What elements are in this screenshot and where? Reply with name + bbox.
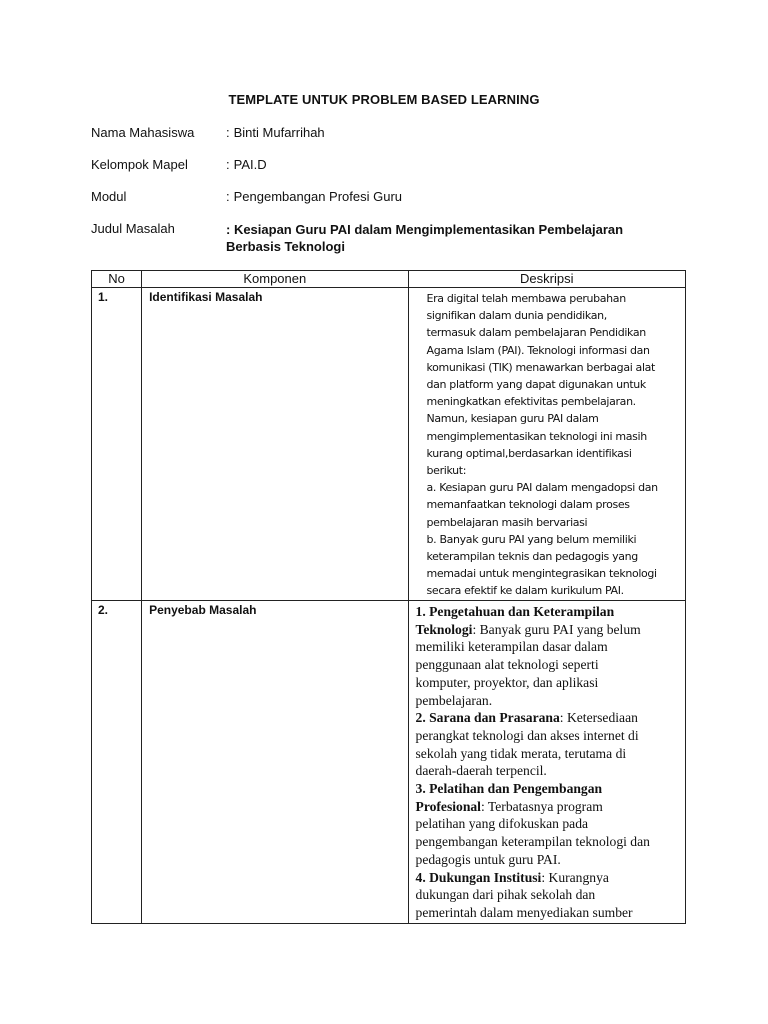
desc-text: : Kurangnya	[541, 869, 609, 885]
row-number: 2.	[92, 601, 142, 924]
desc-line	[416, 638, 681, 656]
desc-line	[416, 869, 681, 887]
desc-bold: 2. Sarana dan Prasarana	[415, 710, 560, 726]
desc-line: mengimplementasikan teknologi ini masih	[426, 429, 647, 443]
desc-line: Era digital telah membawa perubahan	[426, 292, 626, 305]
desc-text: : Ketersediaan	[559, 710, 638, 726]
desc-line: b. Banyak guru PAI yang belum memiliki	[426, 532, 637, 546]
desc-line	[416, 851, 681, 869]
table-header-row	[92, 271, 686, 288]
desc-line	[416, 886, 681, 904]
desc-line: berikut:	[426, 464, 467, 478]
desc-text: pembelajaran.	[415, 692, 493, 708]
document-title: TEMPLATE UNTUK PROBLEM BASED LEARNING	[228, 92, 540, 107]
judul-line-2: Berbasis Teknologi	[226, 239, 345, 254]
desc-line: keterampilan teknis dan pedagogis yang	[426, 550, 638, 564]
meta-label-modul: Modul	[91, 189, 127, 204]
header-deskripsi: Deskripsi	[408, 271, 685, 288]
judul-line-1: : Kesiapan Guru PAI dalam Mengimplementasikan Pembelajaran	[226, 222, 624, 237]
meta-colon: :	[226, 125, 230, 140]
desc-text: penggunaan alat teknologi seperti	[415, 657, 599, 673]
desc-line: meningkatkan efektivitas pembelajaran.	[426, 395, 636, 409]
meta-value-modul	[226, 189, 402, 204]
desc-text: pemerintah dalam menyediakan sumber	[415, 904, 633, 920]
desc-text: dukungan dari pihak sekolah dan	[415, 887, 596, 903]
desc-line: signifikan dalam dunia pendidikan,	[426, 309, 607, 323]
meta-label-kelompok: Kelompok Mapel	[91, 157, 188, 172]
desc-line: komunikasi (TIK) menawarkan berbagai alat	[426, 360, 656, 374]
desc-text: : Terbatasnya program	[480, 798, 603, 814]
desc-line	[416, 904, 681, 922]
desc-bold: Profesional	[415, 798, 481, 814]
meta-value-judul	[226, 221, 666, 255]
desc-bold: 3. Pelatihan dan Pengembangan	[415, 781, 603, 797]
row-number: 1.	[92, 288, 142, 601]
meta-value-text: PAI.D	[233, 157, 267, 172]
row-komponen: Identifikasi Masalah	[142, 288, 408, 601]
meta-colon: :	[226, 157, 230, 172]
desc-line	[416, 833, 681, 851]
desc-line	[416, 780, 681, 798]
row-komponen: Penyebab Masalah	[142, 601, 408, 924]
desc-line	[416, 745, 681, 763]
row-deskripsi	[408, 601, 685, 924]
desc-line	[416, 674, 681, 692]
desc-text: komputer, proyektor, dan aplikasi	[415, 674, 599, 690]
desc-bold: 4. Dukungan Institusi	[415, 869, 542, 885]
desc-text: memiliki keterampilan dasar dalam	[415, 639, 608, 655]
desc-line: memadai untuk mengintegrasikan teknologi	[426, 567, 657, 581]
meta-value-kelompok	[226, 157, 267, 172]
desc-line: termasuk dalam pembelajaran Pendidikan	[426, 326, 646, 340]
header-no: No	[92, 271, 142, 288]
desc-line: pembelajaran masih bervariasi	[426, 515, 588, 529]
meta-value-nama	[226, 125, 325, 140]
desc-line	[416, 815, 681, 833]
desc-text: pedagogis untuk guru PAI.	[415, 851, 561, 867]
meta-value-text: Pengembangan Profesi Guru	[233, 189, 403, 204]
desc-line: memanfaatkan teknologi dalam proses	[426, 498, 630, 512]
row-deskripsi	[408, 288, 685, 601]
desc-line	[416, 798, 681, 816]
pbl-table	[91, 270, 686, 924]
desc-line	[416, 727, 681, 745]
desc-line: dan platform yang dapat digunakan untuk	[426, 378, 646, 392]
desc-line	[416, 762, 681, 780]
desc-line	[416, 603, 681, 621]
desc-line: secara efektif ke dalam kurikulum PAI.	[426, 584, 624, 598]
desc-line: kurang optimal,berdasarkan identifikasi	[426, 446, 632, 460]
header-komponen: Komponen	[142, 271, 408, 288]
table-row	[92, 288, 686, 601]
desc-line: a. Kesiapan guru PAI dalam mengadopsi dan	[426, 481, 658, 495]
desc-line	[416, 692, 681, 710]
desc-text: pengembangan keterampilan teknologi dan	[415, 834, 650, 850]
desc-line	[416, 621, 681, 639]
desc-line: Agama Islam (PAI). Teknologi informasi dan	[426, 343, 650, 357]
meta-colon: :	[226, 189, 230, 204]
desc-line	[416, 709, 681, 727]
meta-value-text: Binti Mufarrihah	[233, 125, 325, 140]
desc-text: pelatihan yang difokuskan pada	[415, 816, 589, 832]
desc-text: daerah-daerah terpencil.	[415, 763, 547, 779]
desc-line: Namun, kesiapan guru PAI dalam	[426, 412, 599, 426]
meta-label-nama: Nama Mahasiswa	[91, 125, 195, 140]
desc-line	[416, 656, 681, 674]
desc-bold: Teknologi	[415, 621, 473, 637]
desc-text: : Banyak guru PAI yang belum	[472, 621, 641, 637]
meta-label-judul: Judul Masalah	[91, 221, 175, 236]
table-row	[92, 601, 686, 924]
desc-text: sekolah yang tidak merata, terutama di	[415, 745, 627, 761]
desc-text: perangkat teknologi dan akses internet di	[415, 727, 639, 743]
desc-bold: 1. Pengetahuan dan Keterampilan	[415, 604, 615, 619]
